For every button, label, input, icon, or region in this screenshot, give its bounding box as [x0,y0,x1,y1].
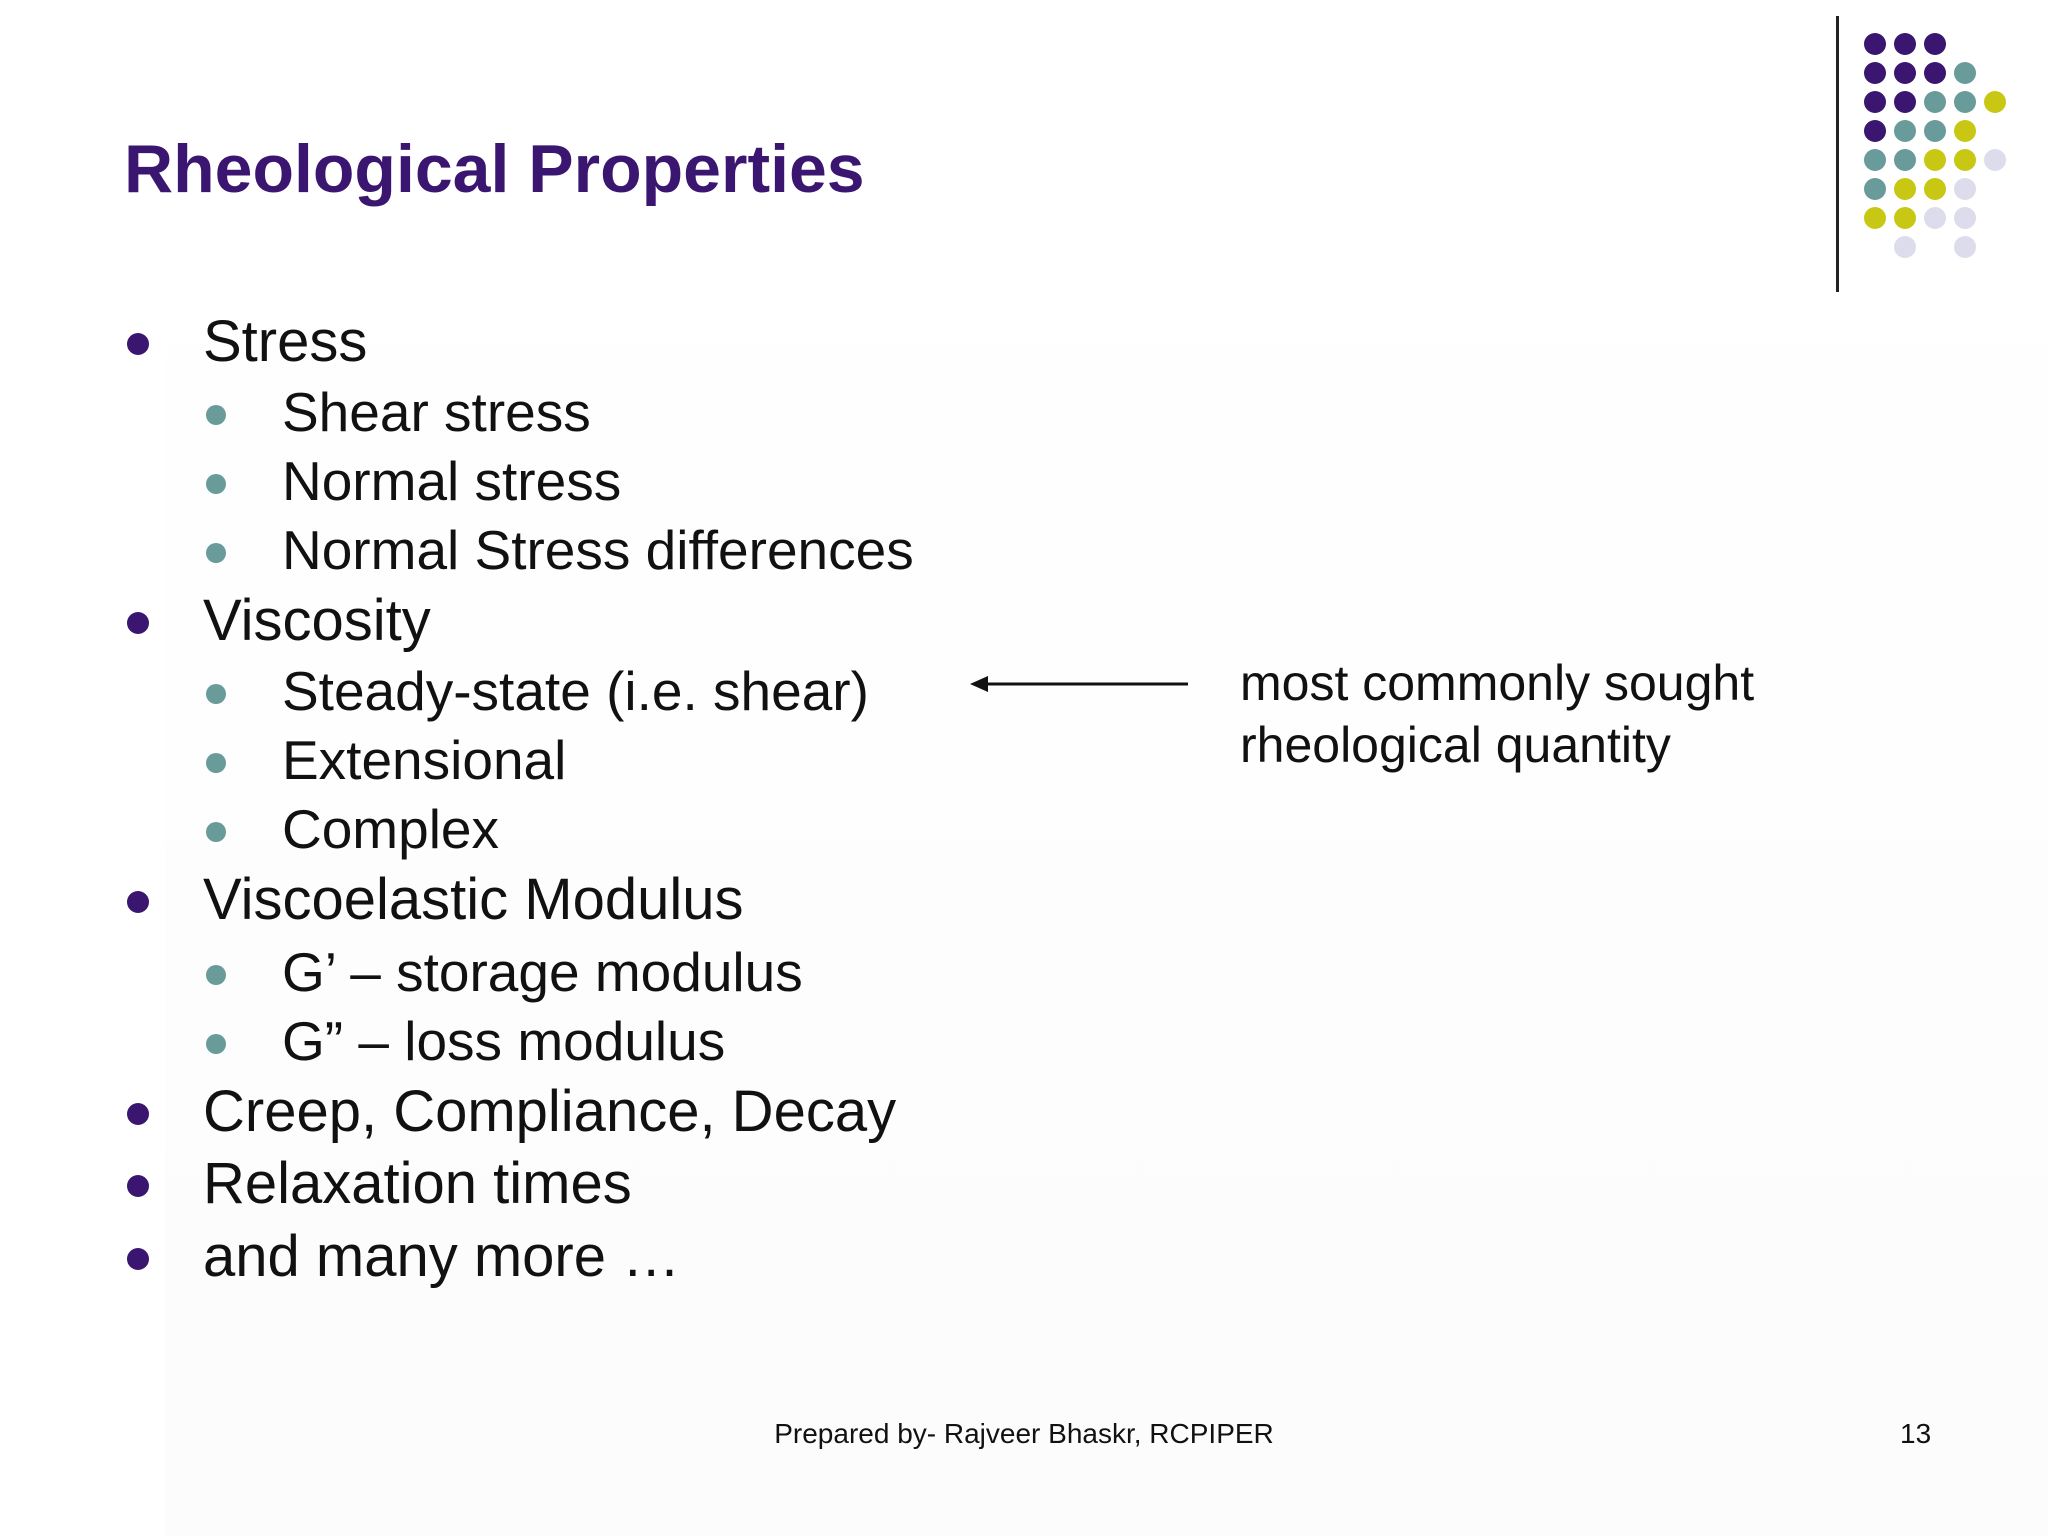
bullet-text: Viscosity [203,588,431,653]
decorative-dot [1924,207,1946,229]
decorative-dot [1894,120,1916,142]
decorative-dot [1894,62,1916,84]
bullet-item [203,1224,681,1289]
bullet-text: Normal Stress differences [282,519,914,581]
bullet-text: G” – loss modulus [282,1010,726,1072]
sub-bullet-dot-icon [206,822,226,842]
decorative-dot [1864,120,1886,142]
bullet-text: Shear stress [282,381,591,443]
left-arrow-icon [970,668,1190,700]
bullet-dot-icon [127,1103,149,1125]
bullet-text: Stress [203,309,368,374]
annotation-line-1: most commonly sought [1240,655,1755,711]
sub-bullet-dot-icon [206,474,226,494]
decorative-dot [1954,91,1976,113]
annotation-line-2: rheological quantity [1240,717,1671,773]
sub-bullet-item [282,798,500,860]
sub-bullet-item [282,729,567,791]
bullet-item [203,1151,632,1216]
bullet-dot-icon [127,1248,149,1270]
slide-footer: Prepared by- Rajveer Bhaskr, RCPIPER [774,1418,1274,1449]
decorative-dot [1864,149,1886,171]
bullet-dot-icon [127,891,149,913]
sub-bullet-item [282,941,803,1003]
decorative-dot [1954,207,1976,229]
bullet-text: Extensional [282,729,567,791]
slide-title: Rheological Properties [124,131,865,207]
bullet-text: Creep, Compliance, Decay [203,1079,897,1144]
sub-bullet-item [282,450,622,512]
decorative-dot [1984,149,2006,171]
decorative-dot [1894,91,1916,113]
bullet-text: G’ – storage modulus [282,941,803,1003]
sub-bullet-dot-icon [206,1034,226,1054]
decorative-dot [1954,236,1976,258]
decorative-dot [1924,91,1946,113]
bullet-item [203,1079,897,1144]
decorative-dot [1924,33,1946,55]
bullet-text: Normal stress [282,450,622,512]
bullet-dot-icon [127,612,149,634]
sub-bullet-dot-icon [206,543,226,563]
decorative-dot [1954,62,1976,84]
decorative-dot [1894,33,1916,55]
decorative-dot [1864,62,1886,84]
decorative-dot [1984,91,2006,113]
sub-bullet-item [282,660,869,722]
bullet-item [203,309,368,374]
decorative-dot [1954,120,1976,142]
bullet-text: Steady-state (i.e. shear) [282,660,869,722]
decorative-dot [1864,91,1886,113]
decorative-dot [1924,149,1946,171]
sub-bullet-item [282,381,591,443]
decorative-dot [1894,149,1916,171]
decorative-dot [1954,149,1976,171]
decorative-dot [1954,178,1976,200]
sub-bullet-dot-icon [206,965,226,985]
decorative-dot [1864,33,1886,55]
page-number: 13 [1900,1418,1932,1449]
sub-bullet-dot-icon [206,753,226,773]
bullet-text: Complex [282,798,500,860]
decorative-dot [1864,178,1886,200]
sub-bullet-dot-icon [206,405,226,425]
decorative-dot [1924,178,1946,200]
bullet-item [203,867,744,932]
bullet-item [203,588,431,653]
decorative-vertical-line [1836,16,1839,292]
decorative-dot [1894,236,1916,258]
annotation-callout [1240,652,1754,776]
decorative-dot [1894,207,1916,229]
bullet-text: and many more … [203,1224,681,1289]
decorative-dot [1924,120,1946,142]
bullet-text: Relaxation times [203,1151,632,1216]
sub-bullet-item [282,1010,726,1072]
decorative-dot [1864,207,1886,229]
sub-bullet-dot-icon [206,684,226,704]
bullet-dot-icon [127,1175,149,1197]
decorative-dot [1894,178,1916,200]
decorative-dot [1924,62,1946,84]
sub-bullet-item [282,519,914,581]
bullet-dot-icon [127,333,149,355]
bullet-text: Viscoelastic Modulus [203,867,744,932]
